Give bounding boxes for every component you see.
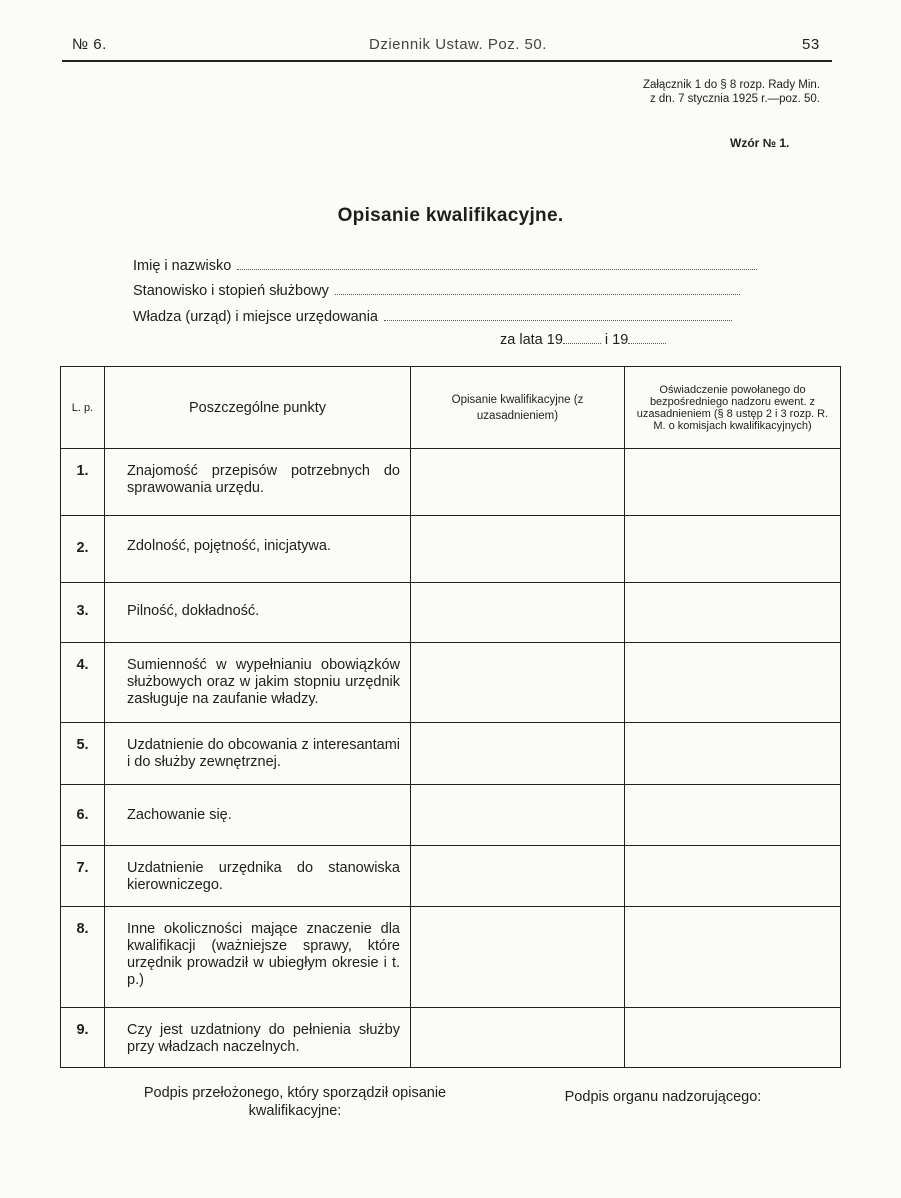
qualification-table	[60, 366, 841, 1068]
row-point: Czy jest uzdatniony do pełnienia służby przy władzach naczelnych.	[105, 1008, 411, 1068]
field-position	[133, 283, 740, 299]
row-oswiadczenie-cell[interactable]	[625, 907, 841, 1008]
table-row	[61, 1008, 841, 1068]
annex-line-2: z dn. 7 stycznia 1925 r.—poz. 50.	[649, 93, 820, 105]
row-oswiadczenie-cell[interactable]	[625, 785, 841, 846]
row-point: Zachowanie się.	[105, 785, 411, 846]
row-number: 8.	[61, 907, 105, 1008]
header-lp: L. p.	[61, 367, 105, 449]
row-number: 1.	[61, 449, 105, 516]
row-opis-cell[interactable]	[411, 1008, 625, 1068]
annex-note	[548, 78, 820, 106]
header-opis: Opisanie kwalifikacyjne (z uzasadnieniem)	[411, 367, 625, 449]
row-opis-cell[interactable]	[411, 785, 625, 846]
row-number: 2.	[61, 516, 105, 583]
row-number: 9.	[61, 1008, 105, 1068]
row-opis-cell[interactable]	[411, 516, 625, 583]
page-title: Opisanie kwalifikacyjne.	[337, 205, 564, 226]
row-number: 4.	[61, 643, 105, 723]
row-opis-cell[interactable]	[411, 583, 625, 643]
row-point: Znajomość przepisów potrzebnych do sprawowania urzędu.	[105, 449, 411, 516]
table-row	[61, 907, 841, 1008]
signature-supervisor: Podpis organu nadzorującego:	[564, 1089, 762, 1105]
field-position-blank[interactable]	[335, 293, 740, 295]
row-point: Uzdatnienie do obcowania z interesantami i do służby zewnętrznej.	[105, 723, 411, 785]
row-oswiadczenie-cell[interactable]	[625, 583, 841, 643]
field-name	[133, 258, 757, 274]
row-point: Inne okoliczności mające znaczenie dla kwalifikacji (ważniejsze sprawy, które urzędnik prowadził w ubiegłym okresie i t. p.)	[105, 907, 411, 1008]
row-opis-cell[interactable]	[411, 449, 625, 516]
header-oswiadczenie: Oświadczenie powołanego do bezpośredniego nadzoru ewent. z uzasadnieniem (§ 8 ustęp 2 i 3 rozp. R. M. o komisjach kwalifikacyjnych)	[625, 367, 841, 449]
page-number: 53	[802, 36, 820, 53]
row-opis-cell[interactable]	[411, 723, 625, 785]
form-label: Wzór № 1.	[730, 136, 790, 150]
years-line	[500, 332, 670, 348]
table-row	[61, 583, 841, 643]
row-oswiadczenie-cell[interactable]	[625, 846, 841, 907]
journal-title: Dziennik Ustaw. Poz. 50.	[369, 36, 547, 53]
row-oswiadczenie-cell[interactable]	[625, 449, 841, 516]
header-points: Poszczególne punkty	[105, 367, 411, 449]
field-name-blank[interactable]	[237, 268, 757, 270]
row-point: Pilność, dokładność.	[105, 583, 411, 643]
signature-superior: Podpis przełożonego, który sporządził opisanie kwalifikacyjne:	[143, 1085, 447, 1119]
field-authority-blank[interactable]	[384, 319, 732, 321]
years-prefix: za lata 19	[500, 332, 563, 348]
row-oswiadczenie-cell[interactable]	[625, 723, 841, 785]
annex-line-1: Załącznik 1 do § 8 rozp. Rady Min.	[642, 79, 820, 91]
row-opis-cell[interactable]	[411, 643, 625, 723]
row-number: 5.	[61, 723, 105, 785]
row-point: Zdolność, pojętność, inicjatywa.	[105, 516, 411, 583]
row-opis-cell[interactable]	[411, 846, 625, 907]
row-oswiadczenie-cell[interactable]	[625, 516, 841, 583]
row-oswiadczenie-cell[interactable]	[625, 643, 841, 723]
table-row	[61, 723, 841, 785]
field-position-label: Stanowisko i stopień służbowy	[133, 283, 329, 299]
years-middle: i 19	[604, 332, 629, 348]
row-opis-cell[interactable]	[411, 907, 625, 1008]
year-from-blank[interactable]	[563, 343, 601, 344]
issue-number: № 6.	[72, 36, 107, 53]
year-to-blank[interactable]	[628, 343, 666, 344]
table-row	[61, 449, 841, 516]
table-header-row	[61, 367, 841, 449]
row-point: Sumienność w wypełnianiu obowiązków służbowych oraz w jakim stopniu urzędnik zasługuje na zaufanie władzy.	[105, 643, 411, 723]
row-point: Uzdatnienie urzędnika do stanowiska kierowniczego.	[105, 846, 411, 907]
field-authority-label: Władza (urząd) i miejsce urzędowania	[133, 309, 378, 325]
row-number: 3.	[61, 583, 105, 643]
field-authority	[133, 309, 732, 325]
table-row	[61, 643, 841, 723]
row-oswiadczenie-cell[interactable]	[625, 1008, 841, 1068]
table-row	[61, 516, 841, 583]
row-number: 6.	[61, 785, 105, 846]
row-number: 7.	[61, 846, 105, 907]
header-rule	[62, 60, 832, 62]
table-row	[61, 846, 841, 907]
field-name-label: Imię i nazwisko	[133, 258, 232, 274]
table-row	[61, 785, 841, 846]
